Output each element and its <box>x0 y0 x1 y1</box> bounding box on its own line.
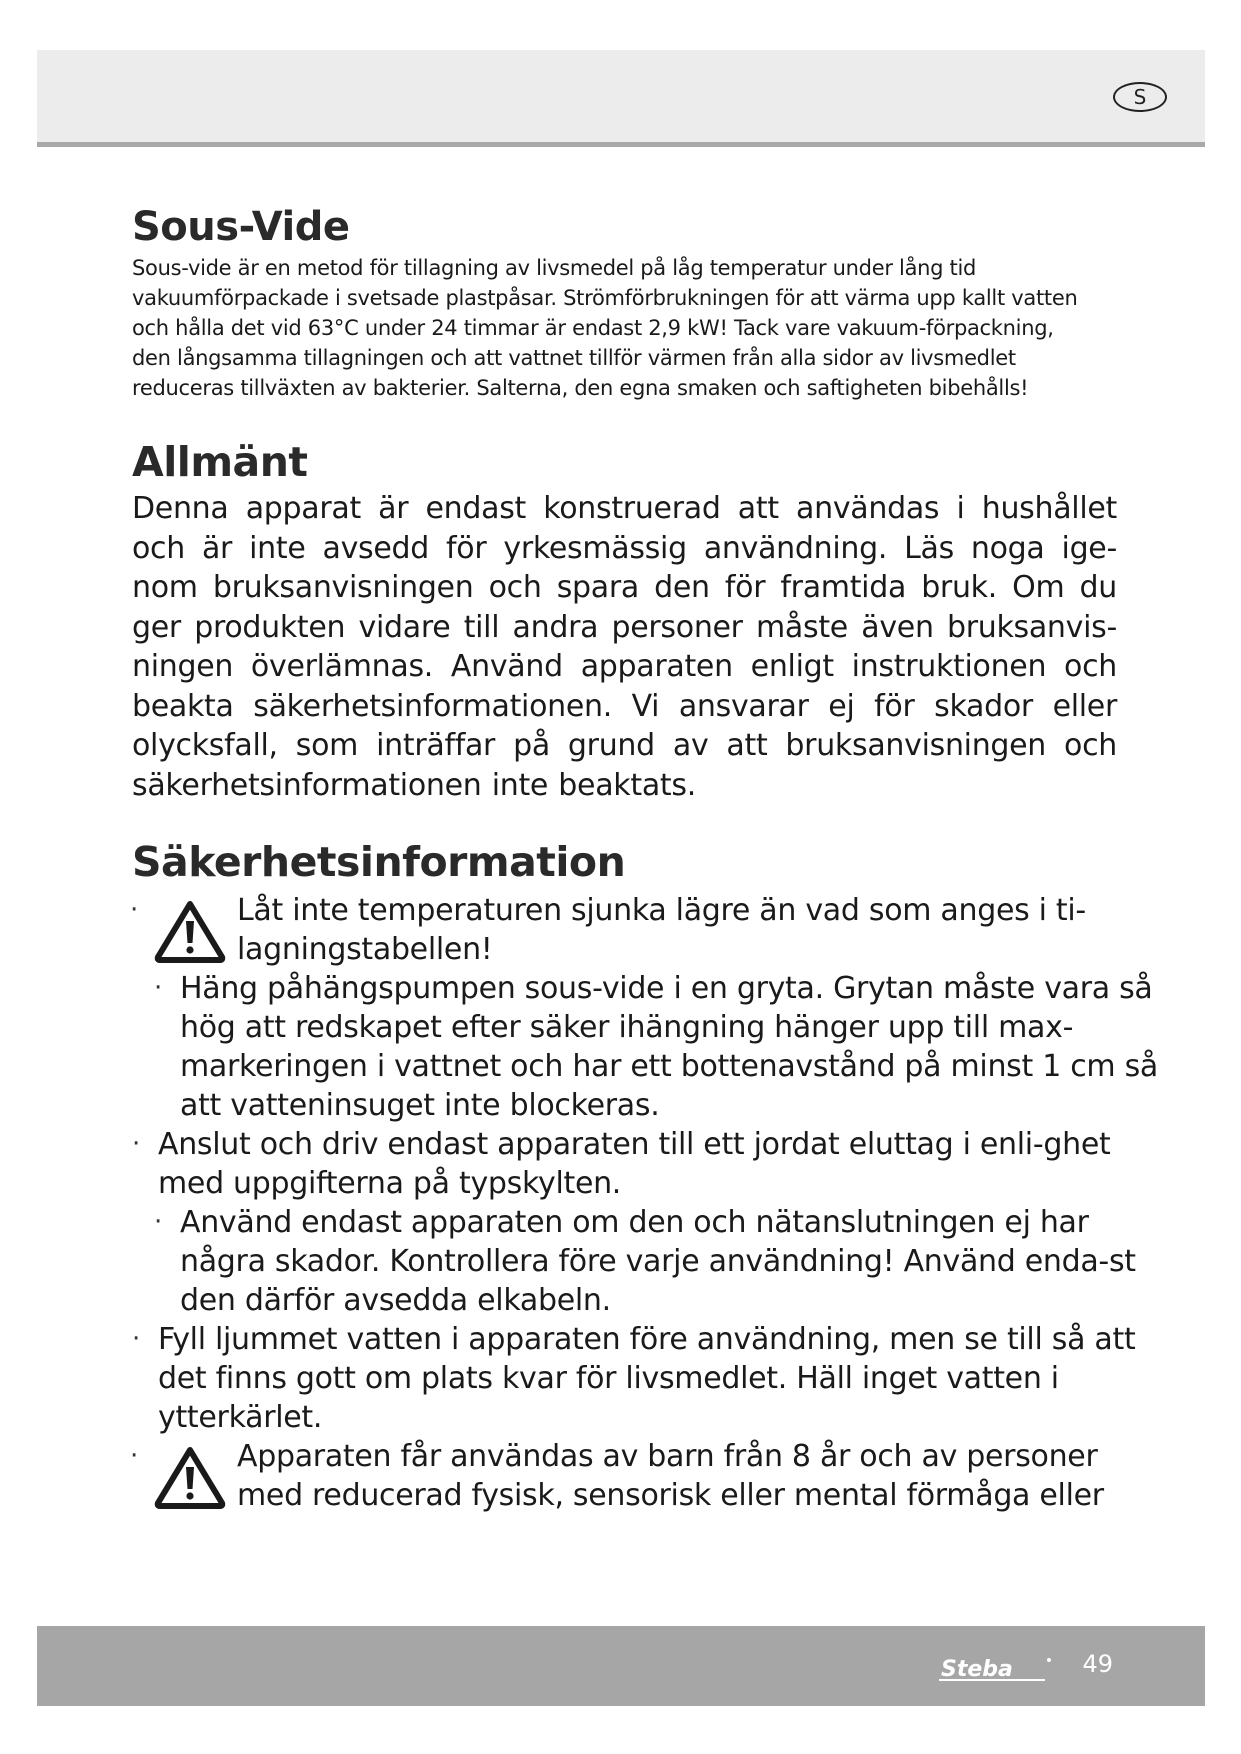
safety-item-text: Häng påhängspumpen sous-vide i en gryta. Grytan måste vara så hög att redskapet efter säker ihängning hänger upp till max-markeringen i vattnet och har ett bottenavstånd på minst 1 cm så att vatteninsuget inte blockeras. <box>180 971 1158 1123</box>
bullet-dot: · <box>130 1441 138 1471</box>
safety-item-children <box>132 1437 1137 1515</box>
page-number: 49 <box>1082 1650 1113 1678</box>
safety-item-text: Apparaten får användas av barn från 8 år och av personer med reducerad fysisk, sensorisk eller mental förmåga eller <box>237 1439 1104 1513</box>
steba-logo-text: Steba <box>941 1657 1013 1682</box>
page-footer <box>37 1626 1205 1706</box>
safety-item-damage <box>154 1203 1160 1320</box>
safety-item-text: Använd endast apparaten om den och nätanslutningen ej har några skador. Kontrollera före varje användning! Använd enda-st den därför avsedda elkabeln. <box>180 1205 1136 1318</box>
safety-list <box>130 891 1158 1515</box>
section-title-allmant: Allmänt <box>132 438 308 486</box>
warning-triangle-icon <box>154 899 226 963</box>
safety-item-text: Fyll ljummet vatten i apparaten före användning, men se till så att det finns gott om plats kvar för livsmedlet. Häll inget vatten i ytterkärlet. <box>158 1322 1136 1435</box>
bullet-dot: · <box>154 973 162 1003</box>
section-title-sakerhetsinformation: Säkerhetsinformation <box>132 838 626 886</box>
bullet-dot: · <box>132 1129 140 1159</box>
bullet-dot: · <box>154 1207 162 1237</box>
bullet-dot: · <box>132 1324 140 1354</box>
safety-item-text: Låt inte temperaturen sjunka lägre än vad som anges i ti-lagningstabellen! <box>237 893 1086 967</box>
page-header <box>37 50 1205 147</box>
allmant-paragraph: Denna apparat är endast konstruerad att användas i hushållet och är inte avsedd för yrkesmässig användning. Läs noga ige-nom bruksanvisningen och spara den för framtida bruk. Om du ger produkten vidare till andra personer måste även bruksanvis-ningen överlämnas. Använd apparaten enligt instruktionen och beakta säkerhetsinformationen. Vi ansvarar ej för skador eller olycksfall, som inträffar på grund av att bruksanvisningen och säkerhetsinformationen inte beaktats. <box>132 491 1117 803</box>
warning-triangle-icon <box>154 1445 226 1509</box>
sous-vide-paragraph: Sous-vide är en metod för tillagning av livsmedel på låg temperatur under lång tid vakuumförpackade i svetsade plastpåsar. Strömförbrukningen för att värma upp kallt vatten och hålla det vid 63°C under 24 timmar är endast 2,9 kW! Tack vare vakuum-förpackning, den långsamma tillagningen och att vattnet tillför värmen från alla sidor av livsmedlet reduceras tillväxten av bakterier. Salterna, den egna smaken och saftigheten bibehålls! <box>132 256 1078 400</box>
page-content <box>130 203 1158 1515</box>
safety-item-pump <box>154 969 1160 1125</box>
language-badge: S <box>1113 82 1167 112</box>
section-title-sous-vide: Sous-Vide <box>132 204 350 250</box>
safety-item-text: Anslut och driv endast apparaten till ett jordat eluttag i enli-ghet med uppgifterna på typskylten. <box>158 1127 1111 1201</box>
safety-item-water <box>132 1320 1138 1437</box>
safety-item-temperature <box>132 891 1137 969</box>
bullet-dot: · <box>130 895 138 925</box>
safety-item-outlet <box>132 1125 1138 1203</box>
steba-logo <box>937 1654 1055 1686</box>
